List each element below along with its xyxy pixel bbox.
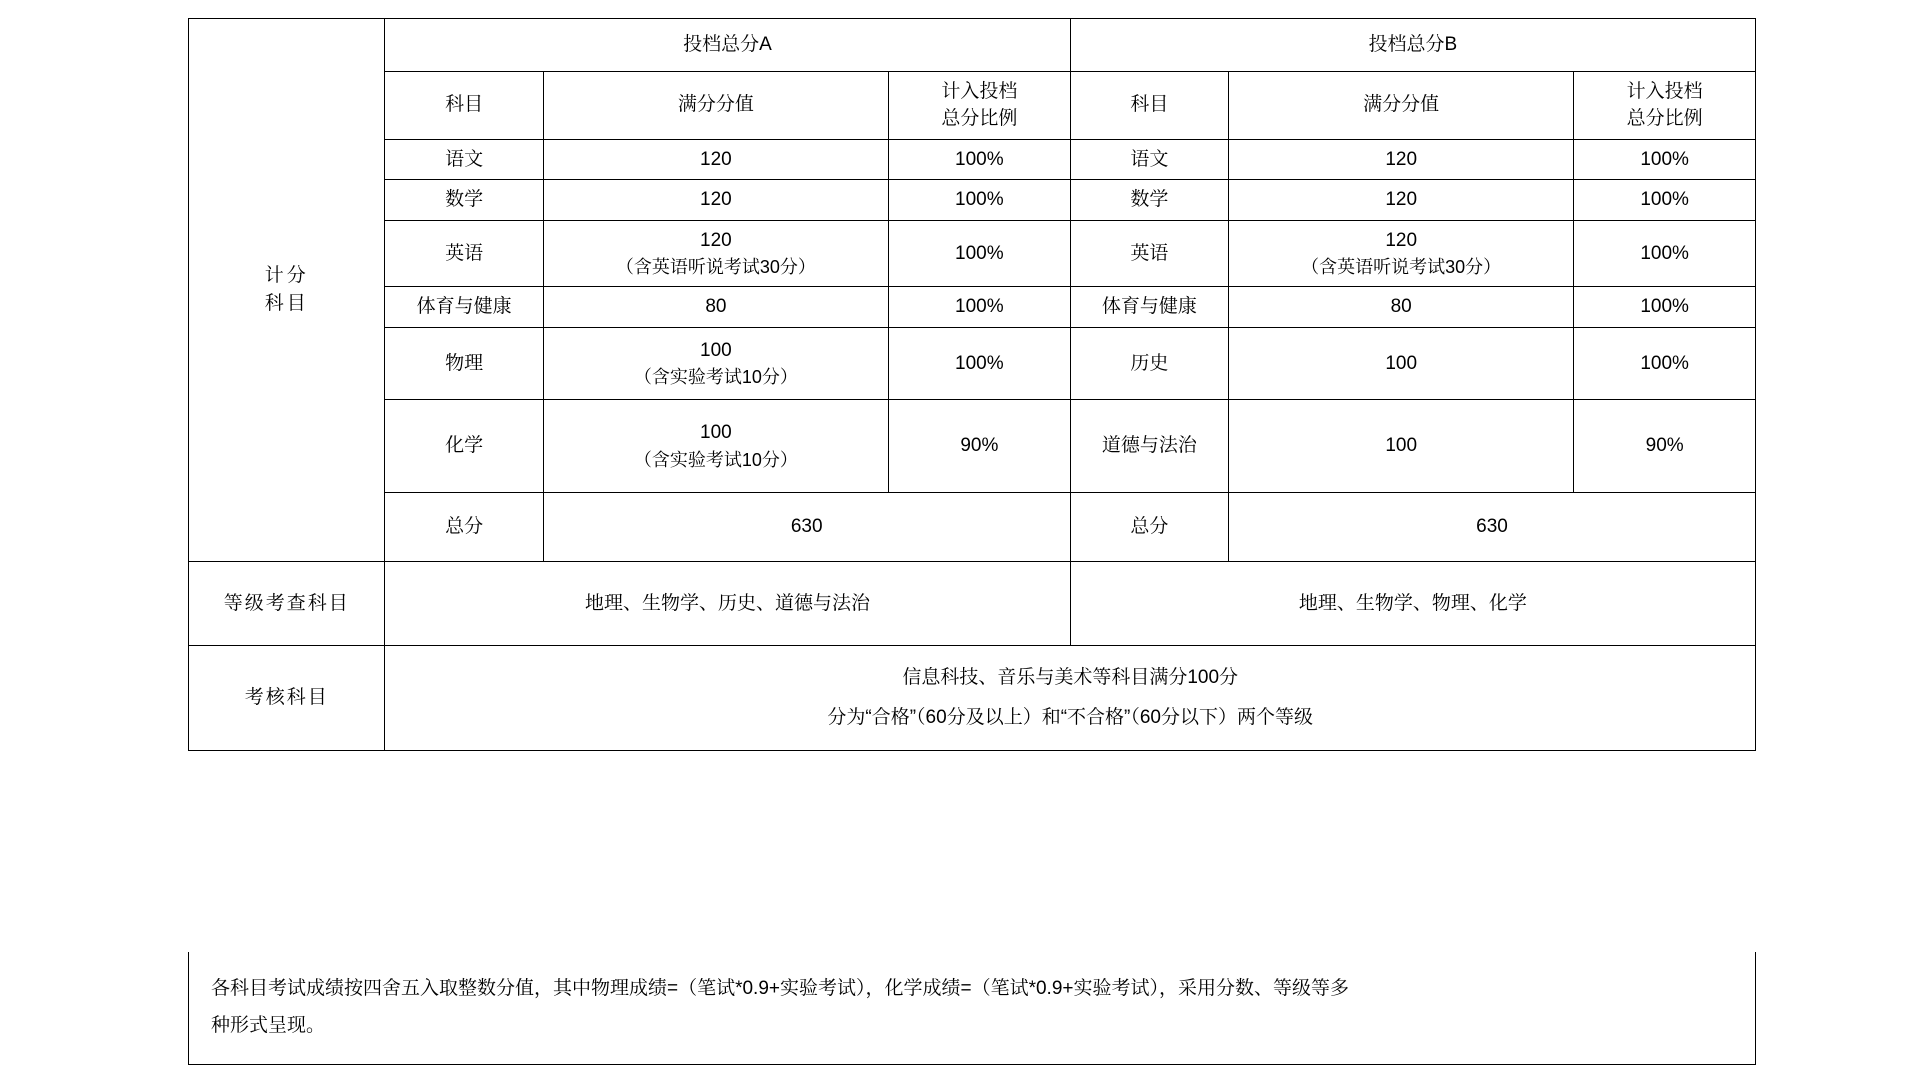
assessment-line2: 分为“合格”（60分及以上）和“不合格”（60分以下）两个等级 — [827, 706, 1313, 728]
score-a-0 — [543, 139, 888, 180]
row-label-scoring-subjects-line2: 科目 — [264, 292, 309, 314]
score-a-4-value: 100 — [700, 339, 732, 361]
table-row-grade-exam — [189, 561, 1756, 646]
col-header-ratio-b-line1: 计入投档 — [1626, 80, 1703, 102]
ratio-a-2: 100% — [889, 220, 1071, 287]
ratio-b-2: 100% — [1574, 220, 1756, 287]
score-table-container — [188, 18, 1756, 751]
subject-a-1: 数学 — [385, 180, 543, 221]
subject-a-2: 英语 — [385, 220, 543, 287]
score-b-5 — [1229, 400, 1574, 493]
subject-a-0: 语文 — [385, 139, 543, 180]
ratio-b-4: 100% — [1574, 327, 1756, 400]
score-a-2-value: 120 — [700, 229, 732, 251]
col-header-subject-b: 科目 — [1070, 71, 1228, 139]
group-title-a: 投档总分A — [385, 19, 1070, 72]
score-b-2-value: 120 — [1385, 229, 1418, 251]
subject-b-0: 语文 — [1070, 139, 1228, 180]
assessment-line1: 信息科技、音乐与美术等科目满分100分 — [902, 666, 1239, 688]
subject-b-1: 数学 — [1070, 180, 1228, 221]
score-a-2-note: （含英语听说考试30分） — [615, 257, 816, 278]
ratio-a-0: 100% — [889, 139, 1071, 180]
footnote-line2: 种形式呈现。 — [211, 1015, 326, 1037]
table-row — [189, 180, 1756, 221]
table-row — [189, 327, 1756, 400]
score-b-2-note: （含英语听说考试30分） — [1301, 257, 1502, 278]
score-table — [188, 18, 1756, 751]
ratio-a-3: 100% — [889, 287, 1071, 328]
total-value-a: 630 — [543, 493, 1070, 562]
col-header-ratio-a-line2: 总分比例 — [941, 108, 1018, 130]
table-row — [189, 139, 1756, 180]
col-header-ratio-a — [889, 71, 1071, 139]
ratio-b-5: 90% — [1574, 400, 1756, 493]
score-a-4-note: （含实验考试10分） — [633, 367, 798, 388]
score-b-1-value: 120 — [1385, 189, 1418, 211]
score-b-3 — [1229, 287, 1574, 328]
col-header-ratio-b — [1574, 71, 1756, 139]
score-b-3-value: 80 — [1390, 296, 1412, 318]
subject-b-4: 历史 — [1070, 327, 1228, 400]
grade-exam-b: 地理、生物学、物理、化学 — [1070, 561, 1755, 646]
table-row — [189, 287, 1756, 328]
table-row — [189, 400, 1756, 493]
ratio-b-1: 100% — [1574, 180, 1756, 221]
ratio-a-1: 100% — [889, 180, 1071, 221]
table-row — [189, 220, 1756, 287]
table-row-total — [189, 493, 1756, 562]
score-b-0 — [1229, 139, 1574, 180]
score-a-5-note: （含实验考试10分） — [633, 449, 798, 470]
col-header-ratio-b-line2: 总分比例 — [1626, 108, 1703, 130]
score-a-4 — [543, 327, 888, 400]
score-a-3-value: 80 — [705, 296, 727, 318]
footnote-line1: 各科目考试成绩按四舍五入取整数分值，其中物理成绩=（笔试*0.9+实验考试），化学成绩=（笔试*0.9+实验考试），采用分数、等级等多 — [211, 978, 1349, 999]
score-b-0-value: 120 — [1385, 148, 1418, 170]
footnote — [188, 952, 1756, 1065]
subject-b-5: 道德与法治 — [1070, 400, 1228, 493]
score-a-1-value: 120 — [700, 189, 732, 211]
row-label-scoring-subjects — [189, 19, 385, 562]
score-b-4 — [1229, 327, 1574, 400]
col-header-subject-a: 科目 — [385, 71, 543, 139]
total-label-b: 总分 — [1070, 493, 1228, 562]
row-label-grade-exam: 等级考查科目 — [189, 561, 385, 646]
subject-a-3: 体育与健康 — [385, 287, 543, 328]
ratio-a-5: 90% — [889, 400, 1071, 493]
score-b-2 — [1229, 220, 1574, 287]
score-a-0-value: 120 — [700, 148, 732, 170]
row-label-scoring-subjects-line1: 计分 — [264, 265, 309, 287]
score-a-2 — [543, 220, 888, 287]
table-row-group-titles — [189, 19, 1756, 72]
score-a-5 — [543, 400, 888, 493]
row-label-assessment: 考核科目 — [189, 646, 385, 751]
subject-b-2: 英语 — [1070, 220, 1228, 287]
col-header-ratio-a-line1: 计入投档 — [941, 80, 1018, 102]
grade-exam-a: 地理、生物学、历史、道德与法治 — [385, 561, 1070, 646]
subject-b-3: 体育与健康 — [1070, 287, 1228, 328]
col-header-score-b: 满分分值 — [1229, 71, 1574, 139]
ratio-b-0: 100% — [1574, 139, 1756, 180]
table-row-assessment — [189, 646, 1756, 751]
ratio-a-4: 100% — [889, 327, 1071, 400]
ratio-b-3: 100% — [1574, 287, 1756, 328]
score-b-4-value: 100 — [1385, 352, 1418, 374]
score-a-3 — [543, 287, 888, 328]
subject-a-5: 化学 — [385, 400, 543, 493]
group-title-b: 投档总分B — [1070, 19, 1755, 72]
score-b-5-value: 100 — [1385, 435, 1418, 457]
total-label-a: 总分 — [385, 493, 543, 562]
subject-a-4: 物理 — [385, 327, 543, 400]
score-b-1 — [1229, 180, 1574, 221]
total-value-b: 630 — [1229, 493, 1756, 562]
table-row-column-headers — [189, 71, 1756, 139]
score-a-5-value: 100 — [700, 422, 732, 444]
assessment-content — [385, 646, 1756, 751]
score-a-1 — [543, 180, 888, 221]
col-header-score-a: 满分分值 — [543, 71, 888, 139]
